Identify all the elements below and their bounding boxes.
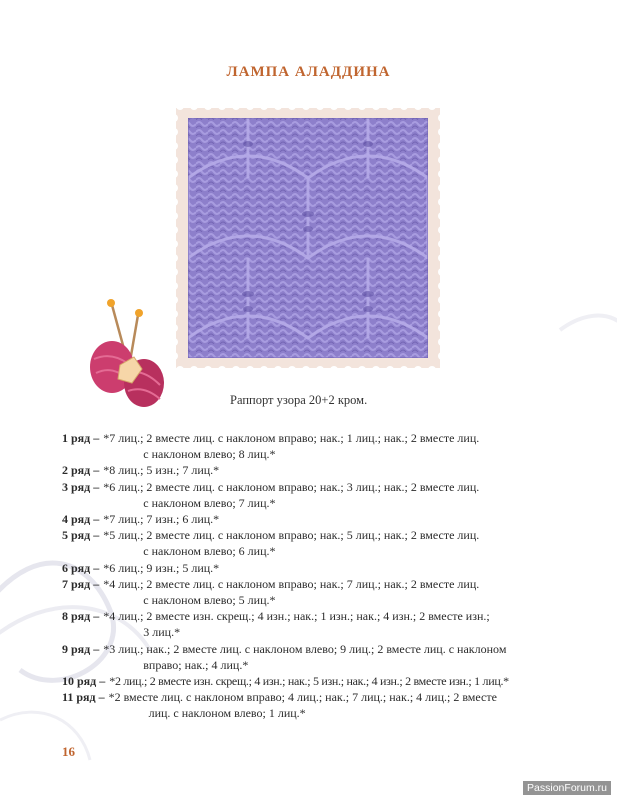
row-line: с наклоном влево; 6 лиц.* xyxy=(143,544,276,559)
row-line: *2 вместе лиц. с наклоном вправо; 4 лиц.; нак.; 7 лиц.; нак.; 4 лиц.; 2 вместе xyxy=(108,690,497,705)
row-line: *3 лиц.; нак.; 2 вместе лиц. с наклоном влево; 9 лиц.; 2 вместе лиц. с наклоном xyxy=(103,641,507,656)
instruction-row xyxy=(62,673,562,689)
row-label: 1 ряд – xyxy=(62,431,100,445)
row-text xyxy=(103,576,562,608)
instruction-list xyxy=(62,430,562,722)
page-number: 16 xyxy=(62,744,75,759)
row-text xyxy=(103,479,562,511)
row-line: с наклоном влево; 7 лиц.* xyxy=(143,495,276,510)
pattern-caption: Раппорт узора 20+2 кром. xyxy=(230,393,368,407)
instruction-row xyxy=(62,560,562,576)
instruction-row xyxy=(62,608,562,640)
instruction-row xyxy=(62,430,562,462)
row-text xyxy=(103,608,562,640)
row-label: 2 ряд – xyxy=(62,463,100,478)
row-label: 4 ряд – xyxy=(62,512,100,527)
row-line: с наклоном влево; 5 лиц.* xyxy=(143,593,276,608)
row-label: 8 ряд – xyxy=(62,609,100,624)
row-line: с наклоном влево; 8 лиц.* xyxy=(143,447,276,462)
watermark: PassionForum.ru xyxy=(523,781,611,795)
row-label: 11 ряд – xyxy=(62,690,105,705)
row-label: 10 ряд – xyxy=(62,674,106,689)
row-line: *8 лиц.; 5 изн.; 7 лиц.* xyxy=(103,463,220,478)
instruction-row xyxy=(62,527,562,559)
row-text xyxy=(103,560,562,576)
row-line: *7 лиц.; 2 вместе лиц. с наклоном вправо; нак.; 1 лиц.; нак.; 2 вместе лиц. xyxy=(103,431,480,445)
row-text xyxy=(103,641,562,673)
row-text xyxy=(109,673,562,689)
instruction-row xyxy=(62,641,562,673)
page-title: ЛАМПА АЛАДДИНА xyxy=(226,64,391,80)
row-line: *4 лиц.; 2 вместе изн. скрещ.; 4 изн.; нак.; 1 изн.; нак.; 4 изн.; 2 вместе изн.; xyxy=(103,609,490,624)
row-line: *4 лиц.; 2 вместе лиц. с наклоном вправо; нак.; 7 лиц.; нак.; 2 вместе лиц. xyxy=(103,576,480,591)
row-label: 9 ряд – xyxy=(62,641,100,656)
row-line: 3 лиц.* xyxy=(143,625,181,640)
instruction-row xyxy=(62,479,562,511)
row-label: 6 ряд – xyxy=(62,560,100,575)
row-text xyxy=(109,689,562,721)
row-label: 3 ряд – xyxy=(62,479,100,494)
row-label: 5 ряд – xyxy=(62,528,100,543)
row-line: лиц. с наклоном влево; 1 лиц.* xyxy=(148,706,306,721)
row-line: *5 лиц.; 2 вместе лиц. с наклоном вправо; нак.; 5 лиц.; нак.; 2 вместе лиц. xyxy=(103,528,480,543)
yarn-ball-with-needles-icon xyxy=(82,295,170,415)
row-label: 7 ряд – xyxy=(62,576,100,591)
row-text xyxy=(103,462,562,478)
pattern-photo xyxy=(172,104,444,372)
instruction-row xyxy=(62,689,562,721)
row-line: *2 лиц.; 2 вместе изн. скрещ.; 4 изн.; нак.; 5 изн.; нак.; 4 изн.; 2 вместе изн.; 1 лиц.* xyxy=(109,674,509,689)
row-line: *6 лиц.; 9 изн.; 5 лиц.* xyxy=(103,560,220,575)
row-line: вправо; нак.; 4 лиц.* xyxy=(143,657,249,672)
row-line: *6 лиц.; 2 вместе лиц. с наклоном вправо; нак.; 3 лиц.; нак.; 2 вместе лиц. xyxy=(103,479,480,494)
instruction-row xyxy=(62,511,562,527)
instruction-row xyxy=(62,462,562,478)
row-line: *7 лиц.; 7 изн.; 6 лиц.* xyxy=(103,512,220,527)
instruction-row xyxy=(62,576,562,608)
row-text xyxy=(103,527,562,559)
row-text xyxy=(103,430,562,462)
row-text xyxy=(103,511,562,527)
